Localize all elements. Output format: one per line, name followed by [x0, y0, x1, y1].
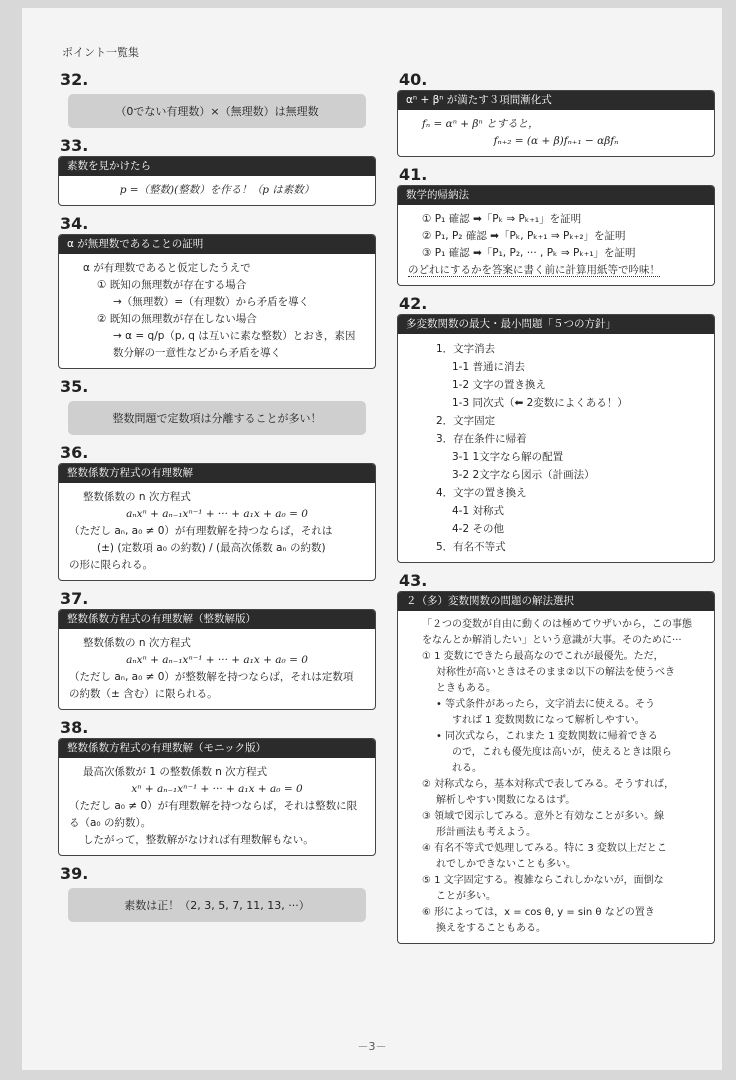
box-line: ことが多い。	[436, 891, 496, 902]
box-line: ③ P₁ 確認 ➡「P₁, P₂, ··· , Pₖ ⇒ Pₖ₊₁」を証明	[422, 247, 636, 259]
section-number: 38.	[60, 718, 89, 737]
box-body	[59, 629, 375, 709]
box-line: したがって，整数解がなければ有理数解もない。	[83, 834, 314, 846]
box-line: 整数係数の n 次方程式	[83, 637, 191, 649]
box-bullet: • 同次式なら，これまた 1 変数関数に帰着できる	[436, 731, 658, 742]
box-line: の形に限られる。	[69, 559, 153, 571]
section-number: 33.	[60, 136, 89, 155]
box-fraction: (±) (定数項 a₀ の約数) / (最高次係数 aₙ の約数)	[97, 542, 326, 554]
section-number: 32.	[60, 70, 89, 89]
highlight-box: 整数問題で定数項は分離することが多い！	[68, 401, 366, 435]
box-body	[59, 483, 375, 580]
point-box	[58, 738, 376, 856]
list-item: 2．文字固定	[436, 415, 496, 427]
box-body	[398, 110, 714, 156]
box-equation: xⁿ + aₙ₋₁xⁿ⁻¹ + ··· + a₁x + a₀ = 0	[131, 783, 303, 795]
list-item: 3．存在条件に帰着	[436, 433, 527, 445]
box-line: p =（整数)(整数）を作る！（p は素数）	[119, 184, 315, 196]
section-number: 43.	[399, 571, 428, 590]
list-item: 5．有名不等式	[436, 541, 506, 553]
left-column	[58, 70, 376, 922]
box-line: ① 既知の無理数が存在する場合	[97, 279, 247, 291]
box-line: →（無理数）=（有理数）から矛盾を導く	[113, 296, 310, 308]
list-item: 1-1 普通に消去	[452, 361, 525, 373]
box-title: 整数係数方程式の有理数解（整数解版）	[59, 610, 375, 629]
box-line: 換えをすることもある。	[436, 923, 546, 934]
box-line: ④ 有名不等式で処理してみる。特に 3 変数以上だとこ	[422, 843, 667, 854]
box-line: （ただし aₙ, a₀ ≠ 0）が整数解を持つならば，それは定数項	[69, 671, 354, 683]
list-item: 1-3 同次式（⬅ 2変数によくある！）	[452, 397, 628, 409]
box-equation: fₙ₊₂ = (α + β)fₙ₊₁ − αβfₙ	[493, 135, 619, 147]
point-box	[58, 609, 376, 710]
box-body	[398, 611, 714, 943]
box-body	[59, 176, 375, 205]
section-number: 40.	[399, 70, 428, 89]
box-line: 解析しやすい関数になるはず。	[436, 795, 576, 806]
box-equation: aₙxⁿ + aₙ₋₁xⁿ⁻¹ + ··· + a₁x + a₀ = 0	[126, 508, 308, 520]
box-line: ので，これも優先度は高いが，使えるときは限ら	[452, 747, 672, 758]
point-box	[58, 234, 376, 369]
list-item: 4．文字の置き換え	[436, 487, 527, 499]
box-equation: aₙxⁿ + aₙ₋₁xⁿ⁻¹ + ··· + a₁x + a₀ = 0	[126, 654, 308, 666]
box-body	[59, 758, 375, 855]
section-number: 36.	[60, 443, 89, 462]
document-page	[22, 8, 722, 1070]
box-line: （ただし aₙ, a₀ ≠ 0）が有理数解を持つならば，それは	[69, 525, 333, 537]
box-line: ⑤ 1 文字固定する。複雑ならこれしかないが，面倒な	[422, 875, 664, 886]
box-line: 「２つの変数が自由に動くのは極めてウザいから，この事態	[422, 619, 692, 630]
box-line: 最高次係数が 1 の整数係数 n 次方程式	[83, 766, 268, 778]
section-number: 35.	[60, 377, 89, 396]
point-box	[397, 591, 715, 944]
box-title: 多変数関数の最大・最小問題「５つの方針」	[398, 315, 714, 334]
page-number: －3－	[357, 1040, 387, 1053]
list-item: 1．文字消去	[436, 343, 496, 355]
point-box	[397, 185, 715, 286]
box-title: αⁿ + βⁿ が満たす３項間漸化式	[398, 91, 714, 110]
box-line: れでしかできないことも多い。	[436, 859, 576, 870]
box-line: る（a₀ の約数）。	[69, 817, 152, 829]
box-line: ② 既知の無理数が存在しない場合	[97, 313, 257, 325]
box-line: ② P₁, P₂ 確認 ➡「Pₖ, Pₖ₊₁ ⇒ Pₖ₊₂」を証明	[422, 230, 626, 242]
box-line: の約数（± 含む）に限られる。	[69, 688, 218, 700]
highlight-box: （0でない有理数）×（無理数）は無理数	[68, 94, 366, 128]
box-title: α が無理数であることの証明	[59, 235, 375, 254]
box-line: れる。	[452, 763, 482, 774]
point-box	[58, 463, 376, 581]
box-line: ③ 領域で図示してみる。意外と有効なことが多い。線	[422, 811, 665, 822]
box-line: をなんとか解消したい」という意識が大事。そのために···	[422, 635, 682, 646]
box-title: 整数係数方程式の有理数解	[59, 464, 375, 483]
box-line: のどれにするかを答案に書く前に計算用紙等で吟味！	[408, 264, 660, 276]
point-box	[397, 90, 715, 157]
list-item: 4-1 対称式	[452, 505, 504, 517]
box-line: 形計画法も考えよう。	[436, 827, 536, 838]
box-line: 対称性が高いときはそのまま②以下の解法を使うべき	[436, 667, 675, 678]
box-line: → α = q/p（p, q は互いに素な整数）とおき，素因	[113, 330, 356, 342]
right-column	[397, 70, 715, 944]
box-line: （ただし a₀ ≠ 0）が有理数解を持つならば，それは整数に限	[69, 800, 358, 812]
box-equation: fₙ = αⁿ + βⁿ とすると，	[422, 118, 539, 130]
box-line: ときもある。	[436, 683, 496, 694]
box-line: 数分解の一意性などから矛盾を導く	[113, 347, 281, 359]
box-body	[59, 254, 375, 368]
section-number: 39.	[60, 864, 89, 883]
page-header: ポイント一覧集	[62, 46, 139, 59]
box-bullet: • 等式条件があったら，文字消去に使える。そう	[436, 699, 655, 710]
box-line: ② 対称式なら，基本対称式で表してみる。そうすれば，	[422, 779, 675, 790]
box-line: ① P₁ 確認 ➡「Pₖ ⇒ Pₖ₊₁」を証明	[422, 213, 582, 225]
box-line: α が有理数であると仮定したうえで	[83, 262, 251, 274]
box-title: 素数を見かけたら	[59, 157, 375, 176]
box-line: すれば 1 変数関数になって解析しやすい。	[452, 715, 645, 726]
list-item: 3-2 2文字なら図示（計画法）	[452, 469, 595, 481]
section-number: 34.	[60, 214, 89, 233]
box-title: 数学的帰納法	[398, 186, 714, 205]
highlight-box: 素数は正！（2, 3, 5, 7, 11, 13, ···）	[68, 888, 366, 922]
box-title: ２（多）変数関数の問題の解法選択	[398, 592, 714, 611]
box-body	[398, 205, 714, 285]
box-line: ① 1 変数にできたら最高なのでこれが最優先。ただ，	[422, 651, 664, 662]
list-item: 4-2 その他	[452, 523, 504, 535]
list-item: 3-1 1文字なら解の配置	[452, 451, 564, 463]
section-number: 37.	[60, 589, 89, 608]
point-box	[397, 314, 715, 563]
box-title: 整数係数方程式の有理数解（モニック版）	[59, 739, 375, 758]
box-line: ⑥ 形によっては，x = cos θ, y = sin θ などの置き	[422, 907, 655, 918]
list-item: 1-2 文字の置き換え	[452, 379, 546, 391]
point-box	[58, 156, 376, 206]
box-line: 整数係数の n 次方程式	[83, 491, 191, 503]
section-number: 41.	[399, 165, 428, 184]
section-number: 42.	[399, 294, 428, 313]
box-body	[398, 334, 714, 562]
